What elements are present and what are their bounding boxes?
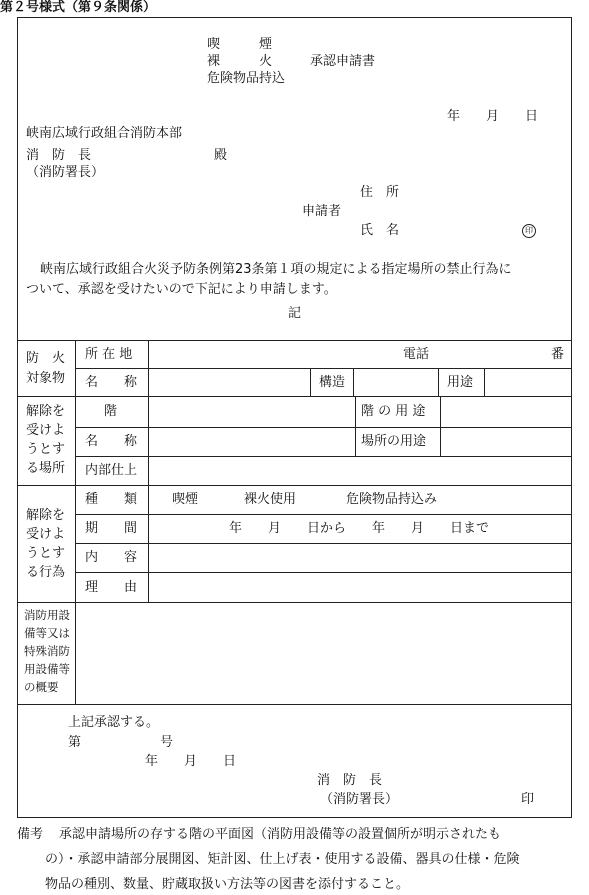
note-label: 備考 (17, 827, 44, 842)
place-group-label-3: うとす (26, 442, 66, 457)
act-group-label-4: る行為 (26, 565, 66, 580)
frame-right (571, 17, 572, 818)
addressee-org: 峡南広域行政組合消防本部 (26, 126, 183, 141)
ki-label: 記 (288, 306, 302, 321)
frame-top (17, 17, 572, 18)
body-line-2: ついて、承認を受けたいので下記により申請します。 (26, 282, 337, 297)
approved-text: 上記承認する。 (68, 715, 160, 730)
phone-suffix: 番 (551, 347, 565, 362)
type-label: 種 類 (85, 492, 138, 507)
type-open-fire: 裸火使用 (244, 492, 297, 507)
type-smoking: 喫煙 (172, 492, 199, 507)
location-label: 所 在 地 (85, 347, 133, 362)
approval-date: 年 月 日 (145, 754, 237, 769)
target-group-label-2: 対象物 (26, 371, 66, 386)
place-use-label: 場所の用途 (361, 434, 427, 449)
equip-label-5: の概要 (24, 680, 59, 694)
approval-number-suffix: 号 (160, 735, 174, 750)
request-title: 承認申請書 (310, 54, 376, 69)
act-group-label-3: うとす (26, 546, 66, 561)
place-group-label-4: る場所 (26, 461, 66, 476)
target-name-label: 名 称 (85, 375, 138, 390)
frame-left (17, 17, 18, 818)
addressee-alt: （消防署長） (26, 165, 105, 180)
frame-bottom (17, 817, 572, 818)
seal-icon: 印 (522, 223, 536, 238)
addressee-title: 消 防 長 (26, 148, 92, 163)
phone-label: 電話 (403, 347, 430, 362)
equip-label-3: 特殊消防 (24, 644, 70, 658)
form-title: 第２号様式（第９条関係） (0, 0, 157, 15)
floor-use-label: 階 の 用 途 (361, 404, 426, 419)
body-line-1: 峡南広域行政組合火災予防条例第23条第１項の規定による指定場所の禁止行為に (40, 262, 512, 277)
place-group-label-1: 解除を (26, 404, 66, 419)
structure-label: 構造 (319, 375, 346, 390)
name-label: 氏 名 (360, 223, 400, 238)
place-group-label-2: 受けよ (26, 423, 66, 438)
note-line-3: 物品の種別、数量、貯蔵取扱い方法等の図書を添付すること。 (45, 877, 410, 892)
act-group-label-2: 受けよ (26, 527, 66, 542)
approval-chief: 消 防 長 (317, 773, 383, 788)
reason-label: 理 由 (85, 580, 138, 595)
note-line-1: 承認申請場所の存する階の平面図（消防用設備等の設置個所が明示されたも (59, 827, 502, 842)
request-date: 年 月 日 (447, 109, 539, 124)
note-line-2: の）・承認申請部分展開図、矩計図、仕上げ表・使用する設備、器具の仕様・危険 (45, 852, 520, 867)
floor-label: 階 (104, 404, 118, 419)
approval-seal: 印 (521, 792, 535, 807)
approval-number-prefix: 第 (68, 735, 82, 750)
act-group-label-1: 解除を (26, 508, 66, 523)
kind-open-fire: 裸 火 (207, 54, 273, 69)
kind-hazardous: 危険物品持込 (207, 71, 286, 86)
use-label: 用途 (447, 375, 474, 390)
type-hazardous: 危険物品持込み (346, 492, 438, 507)
honorific: 殿 (214, 148, 228, 163)
equip-label-1: 消防用設 (24, 608, 70, 622)
period-label: 期 間 (85, 521, 138, 536)
target-group-label-1: 防 火 (26, 351, 66, 366)
address-label: 住 所 (360, 185, 400, 200)
content-label: 内 容 (85, 550, 138, 565)
equip-label-4: 用設備等 (24, 662, 70, 676)
kind-smoking: 喫 煙 (207, 37, 273, 52)
interior-label: 内部仕上 (85, 463, 138, 478)
applicant-label: 申請者 (302, 204, 342, 219)
equip-label-2: 備等又は (24, 626, 70, 640)
period-value: 年 月 日から 年 月 日まで (229, 521, 490, 536)
approval-chief-alt: （消防署長） (320, 792, 399, 807)
place-name-label: 名 称 (85, 434, 138, 449)
